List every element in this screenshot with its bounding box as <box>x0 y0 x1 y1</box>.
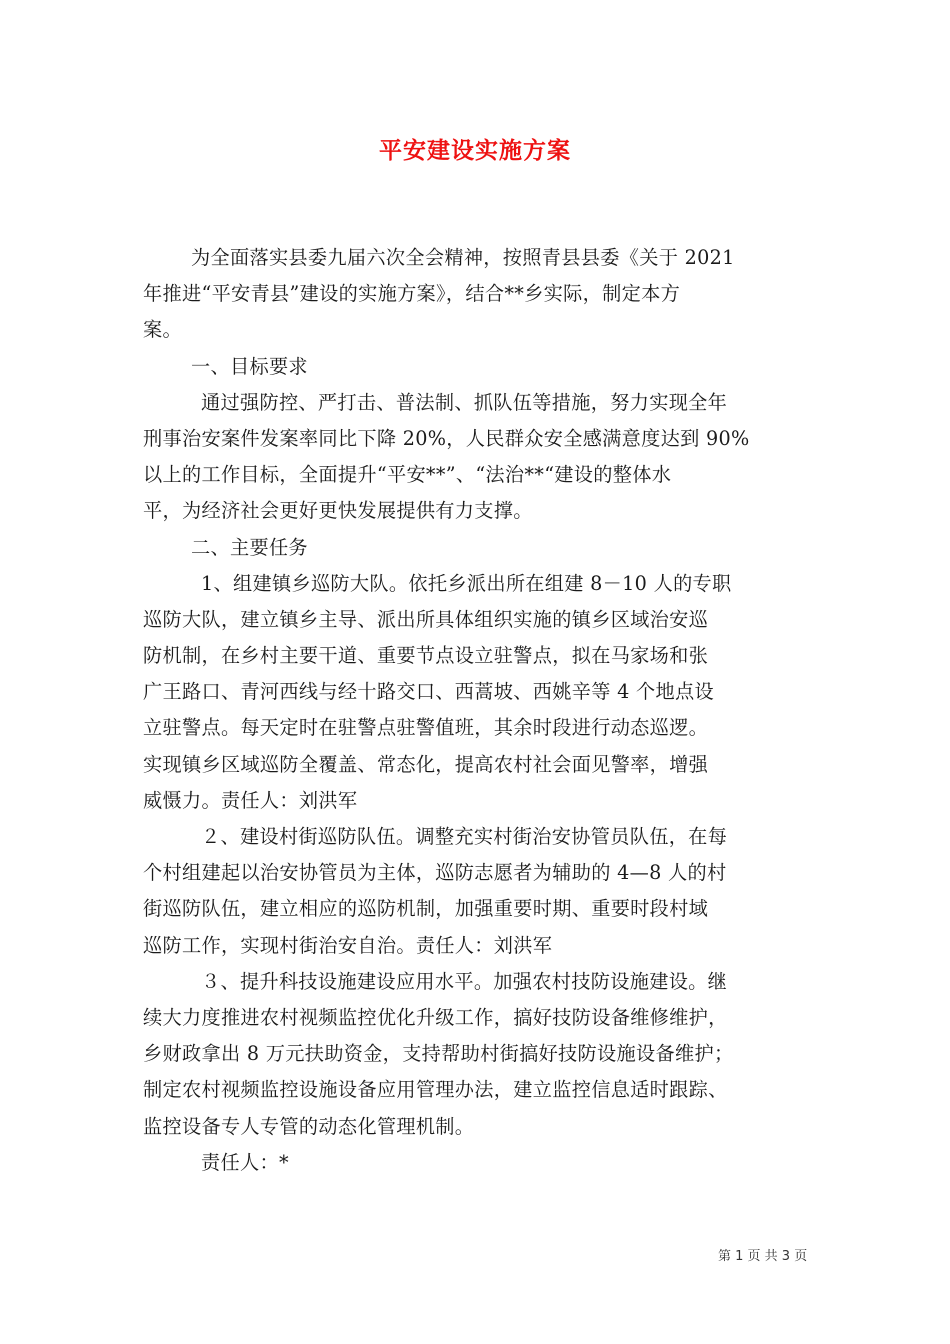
section-heading-tasks: 二、主要任务 <box>191 535 308 559</box>
text-line: 个村组建起以治安协管员为主体，巡防志愿者为辅助的 4—8 人的村 <box>143 861 727 885</box>
text-line: 通过强防控、严打击、普法制、抓队伍等措施，努力实现全年 <box>201 390 728 414</box>
text-line: 广王路口、青河西线与经十路交口、西蒿坡、西姚辛等 4 个地点设 <box>143 680 714 704</box>
text-line: 巡防工作，实现村街治安自治。责任人：刘洪军 <box>143 933 553 957</box>
text-line: 防机制，在乡村主要干道、重要节点设立驻警点，拟在马家场和张 <box>143 644 709 668</box>
text-line: ３、提升科技设施建设应用水平。加强农村技防设施建设。继 <box>201 969 728 993</box>
text-line: 平，为经济社会更好更快发展提供有力支撑。 <box>143 499 533 523</box>
text-line: 乡财政拿出 8 万元扶助资金，支持帮助村街搞好技防设施设备维护； <box>143 1042 734 1066</box>
text-line: 街巡防队伍，建立相应的巡防机制，加强重要时期、重要时段村域 <box>143 897 709 921</box>
paragraph-task-1 <box>143 566 809 819</box>
text-line: 续大力度推进农村视频监控优化升级工作，搞好技防设备维修维护， <box>143 1005 728 1029</box>
text-line: 1、组建镇乡巡防大队。依托乡派出所在组建 8－10 人的专职 <box>201 571 732 595</box>
text-line: 监控设备专人专管的动态化管理机制。 <box>143 1114 475 1138</box>
paragraph-task-2 <box>143 819 809 964</box>
text-line: 以上的工作目标，全面提升“平安**”、“法治**“建设的整体水 <box>143 463 672 487</box>
paragraph-task-3 <box>143 964 809 1145</box>
text-line: 案。 <box>143 318 182 342</box>
text-line: 威慑力。责任人：刘洪军 <box>143 788 358 812</box>
section-heading-goals: 一、目标要求 <box>191 354 308 378</box>
text-line: 刑事治安案件发案率同比下降 20%，人民群众安全感满意度达到 90% <box>143 426 750 450</box>
text-line: 为全面落实县委九届六次全会精神，按照青县县委《关于 2021 <box>191 246 735 269</box>
paragraph-intro <box>143 240 809 349</box>
text-line: 实现镇乡区域巡防全覆盖、常态化，提高农村社会面见警率，增强 <box>143 752 709 776</box>
text-line: 年推进“平安青县”建设的实施方案》，结合**乡实际，制定本方 <box>143 282 681 306</box>
text-line: ２、建设村街巡防队伍。调整充实村街治安协管员队伍，在每 <box>201 825 728 848</box>
text-line: 巡防大队，建立镇乡主导、派出所具体组织实施的镇乡区域治安巡 <box>143 607 709 631</box>
document-body <box>143 240 809 1181</box>
document-title: 平安建设实施方案 <box>379 138 571 164</box>
text-line: 制定农村视频监控设施设备应用管理办法，建立监控信息适时跟踪、 <box>143 1078 728 1102</box>
page-number-footer: 第 1 页 共 3 页 <box>718 1249 808 1264</box>
text-line: 立驻警点。每天定时在驻警点驻警值班，其余时段进行动态巡逻。 <box>143 716 709 740</box>
responsible-person: 责任人：* <box>201 1150 289 1174</box>
paragraph-goals <box>143 385 809 530</box>
